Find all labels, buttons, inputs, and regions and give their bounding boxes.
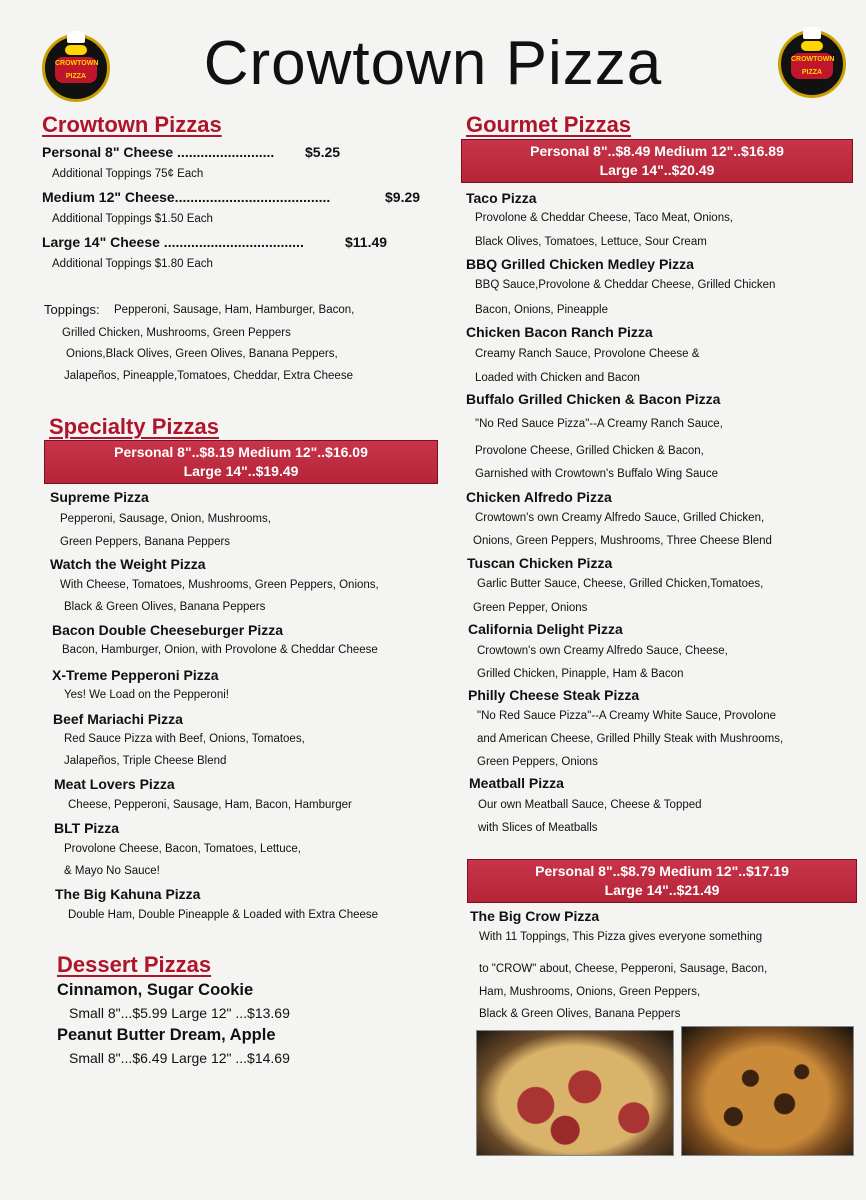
menu-item-prices: Small 8"...$5.99 Large 12" ...$13.69: [69, 1005, 290, 1021]
menu-item-desc: Pepperoni, Sausage, Onion, Mushrooms,: [60, 513, 271, 525]
menu-item-price: $5.25: [305, 144, 341, 160]
menu-item-name: X-Treme Pepperoni Pizza: [52, 667, 219, 683]
menu-item-prices: Small 8"...$6.49 Large 12" ...$14.69: [69, 1050, 290, 1066]
price-line: Large 14"..$20.49: [599, 162, 715, 178]
menu-item-desc: Black & Green Olives, Banana Peppers: [64, 601, 266, 613]
menu-item-desc: Green Pepper, Onions: [473, 602, 588, 614]
menu-item-name: Supreme Pizza: [50, 489, 149, 505]
price-line: Personal 8"..$8.19 Medium 12"..$16.09: [114, 444, 368, 460]
menu-item-price: $11.49: [345, 234, 388, 250]
menu-item-desc: Onions, Green Peppers, Mushrooms, Three Cheese Blend: [473, 535, 772, 547]
specialty-price-band: [44, 440, 438, 484]
menu-item-name: Beef Mariachi Pizza: [53, 711, 183, 727]
menu-item-desc: With Cheese, Tomatoes, Mushrooms, Green Peppers, Onions,: [60, 579, 379, 591]
menu-item-desc: Green Peppers, Banana Peppers: [60, 536, 231, 548]
price-line: Large 14"..$21.49: [604, 882, 720, 898]
menu-item-desc: With 11 Toppings, This Pizza gives everyone something: [479, 931, 763, 943]
menu-item-desc: Provolone & Cheddar Cheese, Taco Meat, Onions,: [475, 212, 734, 224]
menu-item-desc: Jalapeños, Triple Cheese Blend: [64, 755, 227, 767]
toppings-line: Pepperoni, Sausage, Ham, Hamburger, Bacon,: [114, 304, 355, 316]
toppings-line: Jalapeños, Pineapple,Tomatoes, Cheddar, Extra Cheese: [64, 370, 353, 382]
menu-item-desc: Loaded with Chicken and Bacon: [475, 372, 640, 384]
menu-item-desc: Grilled Chicken, Pinapple, Ham & Bacon: [477, 668, 684, 680]
menu-item-desc: Crowtown's own Creamy Alfredo Sauce, Grilled Chicken,: [475, 512, 765, 524]
menu-item-name: Taco Pizza: [466, 190, 537, 206]
price-line: Large 14"..$19.49: [183, 463, 299, 479]
menu-item-desc: Black & Green Olives, Banana Peppers: [479, 1008, 681, 1020]
menu-item-name: Chicken Alfredo Pizza: [466, 489, 612, 505]
menu-item-desc: Provolone Cheese, Grilled Chicken & Bacon,: [475, 445, 704, 457]
menu-item-name: Peanut Butter Dream, Apple: [57, 1026, 276, 1044]
logo-banner: CROWTOWN PIZZA: [55, 57, 97, 83]
logo-banner: CROWTOWN PIZZA: [791, 53, 833, 79]
menu-item-name: Buffalo Grilled Chicken & Bacon Pizza: [466, 391, 721, 407]
crow-eyes-icon: [801, 41, 823, 51]
menu-item-name: The Big Kahuna Pizza: [55, 886, 201, 902]
toppings-label: Toppings:: [44, 302, 100, 317]
menu-item-desc: Garlic Butter Sauce, Cheese, Grilled Chicken,Tomatoes,: [477, 578, 764, 590]
menu-item-name: Philly Cheese Steak Pizza: [468, 687, 640, 703]
menu-item-desc: & Mayo No Sauce!: [64, 865, 160, 877]
menu-item-desc: Bacon, Onions, Pineapple: [475, 304, 608, 316]
menu-item-name: Cinnamon, Sugar Cookie: [57, 981, 254, 999]
gourmet-price-band: [461, 139, 853, 183]
section-heading-specialty: Specialty Pizzas: [49, 414, 219, 439]
page-title: Crowtown Pizza: [203, 29, 663, 98]
menu-item-desc: Double Ham, Double Pineapple & Loaded with Extra Cheese: [68, 909, 379, 921]
section-heading-crowtown: Crowtown Pizzas: [42, 112, 222, 137]
menu-item-desc: Creamy Ranch Sauce, Provolone Cheese &: [475, 348, 700, 360]
menu-item-desc: Bacon, Hamburger, Onion, with Provolone & Cheddar Cheese: [62, 644, 378, 656]
menu-item-desc: Our own Meatball Sauce, Cheese & Topped: [478, 799, 702, 811]
menu-item-name: The Big Crow Pizza: [470, 908, 600, 924]
section-heading-dessert: Dessert Pizzas: [57, 952, 212, 977]
right-logo: [778, 30, 846, 98]
menu-item-desc: to "CROW" about, Cheese, Pepperoni, Sausage, Bacon,: [479, 963, 768, 975]
bigcrow-price-band: [467, 859, 857, 903]
menu-item-desc: Provolone Cheese, Bacon, Tomatoes, Lettuce,: [64, 843, 301, 855]
section-heading-gourmet: Gourmet Pizzas: [466, 112, 632, 137]
chef-hat-icon: [803, 27, 821, 39]
price-line: Personal 8"..$8.49 Medium 12"..$16.89: [530, 143, 784, 159]
menu-item-desc: Yes! We Load on the Pepperoni!: [64, 689, 229, 701]
menu-item-desc: Crowtown's own Creamy Alfredo Sauce, Cheese,: [477, 645, 728, 657]
menu-item-price: $9.29: [385, 189, 421, 205]
menu-item-note: Additional Toppings $1.50 Each: [52, 213, 213, 225]
menu-item-desc: BBQ Sauce,Provolone & Cheddar Cheese, Grilled Chicken: [475, 279, 776, 291]
price-line: Personal 8"..$8.79 Medium 12"..$17.19: [535, 863, 789, 879]
menu-item-name: Bacon Double Cheeseburger Pizza: [52, 622, 284, 638]
menu-item-name: Watch the Weight Pizza: [50, 556, 206, 572]
menu-item-name: Meatball Pizza: [469, 775, 564, 791]
loaded-pizza-photo: [681, 1026, 854, 1156]
menu-item-name: Chicken Bacon Ranch Pizza: [466, 324, 653, 340]
pepperoni-pizza-photo: [476, 1030, 674, 1156]
menu-item-name: Large 14" Cheese ....................................: [42, 234, 304, 250]
toppings-line: Grilled Chicken, Mushrooms, Green Peppers: [62, 327, 291, 339]
menu-item-name: Medium 12" Cheese........................................: [42, 189, 331, 205]
menu-item-name: California Delight Pizza: [468, 621, 623, 637]
menu-item-name: Tuscan Chicken Pizza: [467, 555, 613, 571]
menu-item-name: BBQ Grilled Chicken Medley Pizza: [466, 256, 694, 272]
menu-item-note: Additional Toppings $1.80 Each: [52, 258, 213, 270]
menu-item-desc: Ham, Mushrooms, Onions, Green Peppers,: [479, 986, 701, 998]
menu-item-name: Meat Lovers Pizza: [54, 776, 175, 792]
menu-item-name: Personal 8" Cheese .........................: [42, 144, 275, 160]
menu-item-desc: Black Olives, Tomatoes, Lettuce, Sour Cream: [475, 236, 707, 248]
menu-item-desc: and American Cheese, Grilled Philly Steak with Mushrooms,: [477, 733, 784, 745]
menu-item-desc: Green Peppers, Onions: [477, 756, 598, 768]
menu-item-desc: Garnished with Crowtown's Buffalo Wing Sauce: [475, 468, 718, 480]
menu-item-desc: with Slices of Meatballs: [478, 822, 598, 834]
menu-item-note: Additional Toppings 75¢ Each: [52, 168, 204, 180]
menu-item-desc: Cheese, Pepperoni, Sausage, Ham, Bacon, Hamburger: [68, 799, 352, 811]
menu-item-desc: "No Red Sauce Pizza"--A Creamy White Sauce, Provolone: [477, 710, 776, 722]
toppings-line: Onions,Black Olives, Green Olives, Banana Peppers,: [66, 348, 338, 360]
menu-item-desc: "No Red Sauce Pizza"--A Creamy Ranch Sauce,: [475, 418, 723, 430]
menu-item-name: BLT Pizza: [54, 820, 120, 836]
menu-item-desc: Red Sauce Pizza with Beef, Onions, Tomatoes,: [64, 733, 305, 745]
